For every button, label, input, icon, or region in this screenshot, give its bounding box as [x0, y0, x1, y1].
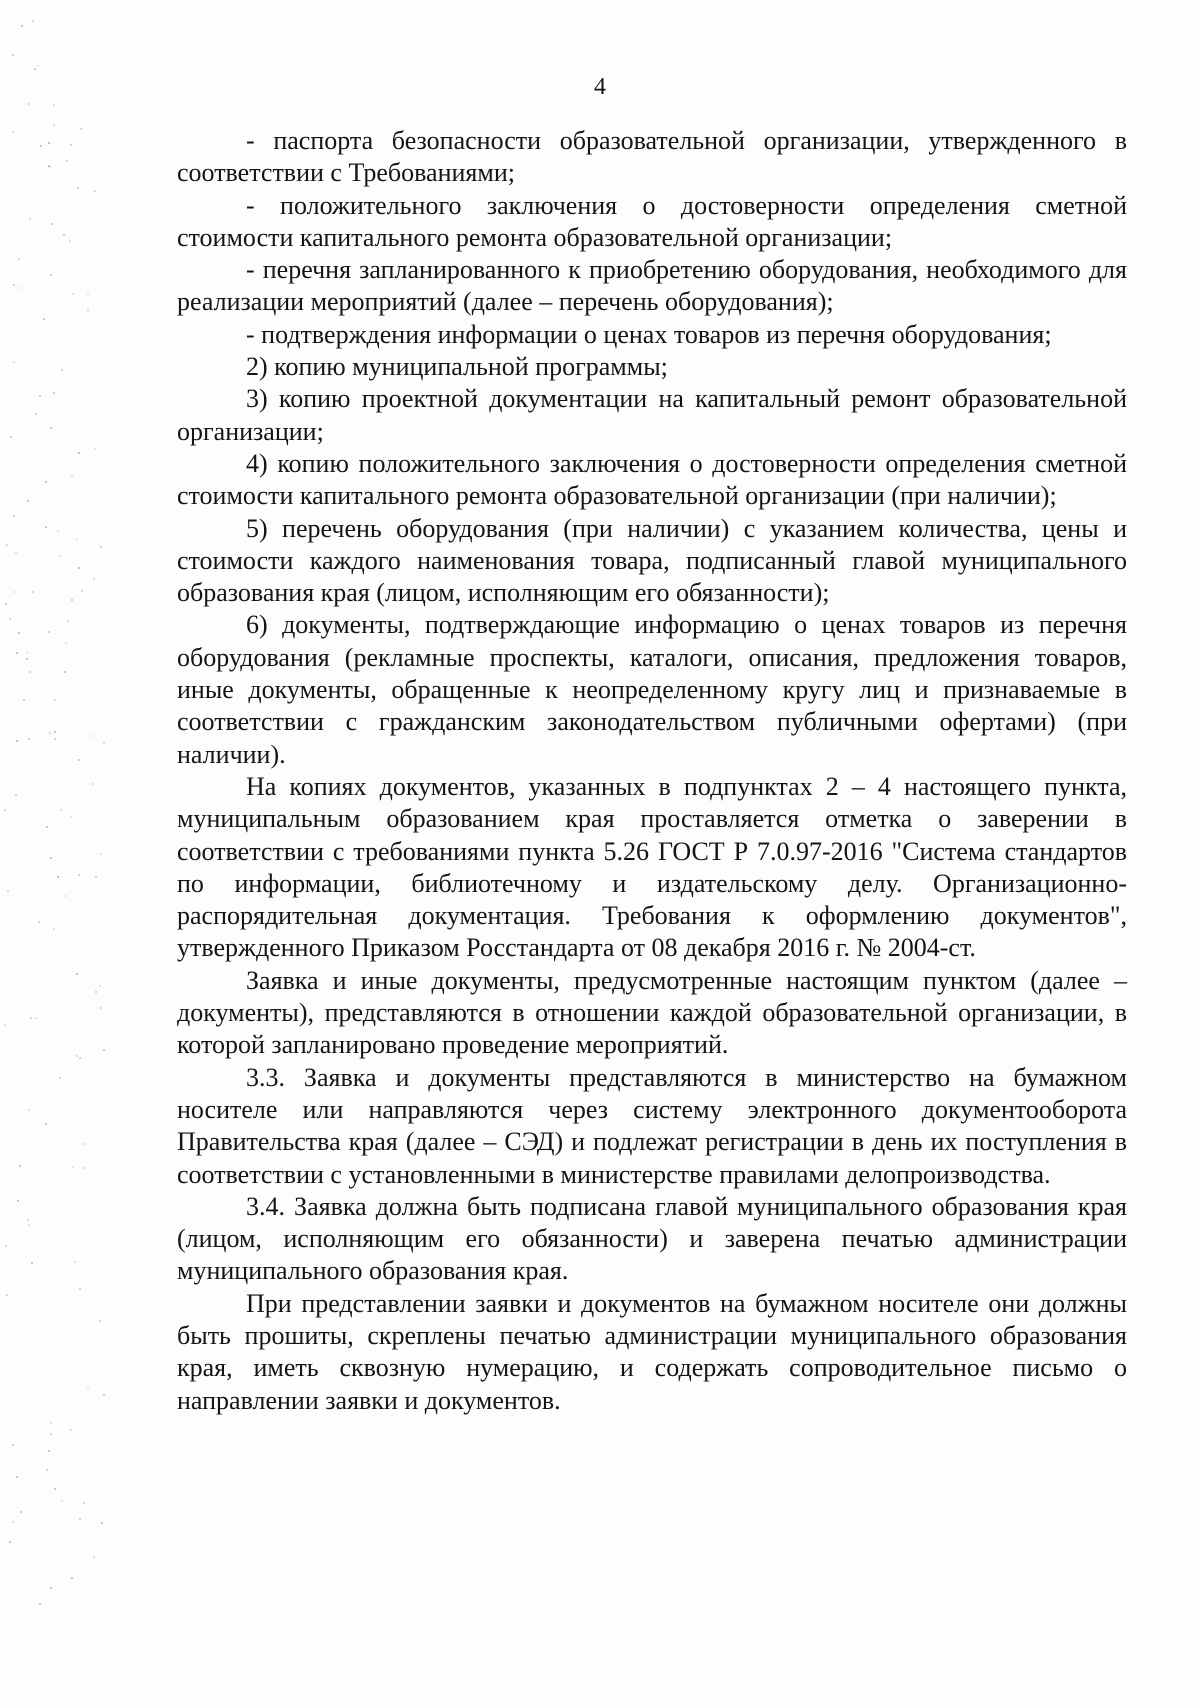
- scan-speck: [20, 1511, 22, 1513]
- scan-speck: [71, 599, 73, 601]
- scan-speck: [12, 1444, 14, 1446]
- paragraph: 6) документы, подтверждающие информацию о ценах товаров из перечня оборудования (рекламные проспекты, каталоги, описания, предложения товаров, иные документы, обращенные к неопределенному кругу лиц и признаваемые в соответствии с гражданским законодательством публичными офертами) (при наличии).: [177, 610, 1127, 769]
- scan-speck: [103, 742, 105, 744]
- scan-speck: [95, 876, 97, 878]
- paragraph: - паспорта безопасности образовательной организации, утвержденного в соответствии с Требованиями;: [177, 126, 1127, 188]
- scan-speck: [23, 699, 25, 701]
- scan-speck: [90, 735, 92, 737]
- paragraph: - положительного заключения о достоверности определения сметной стоимости капитального ремонта образовательной организации;: [177, 190, 1127, 252]
- scan-speck: [13, 515, 15, 517]
- scan-speck: [48, 165, 50, 167]
- scan-speck: [29, 218, 31, 220]
- scan-speck: [28, 103, 30, 105]
- scan-speck: [26, 652, 28, 654]
- scan-speck: [39, 1603, 41, 1605]
- scan-speck: [67, 620, 69, 622]
- scan-speck: [53, 928, 55, 930]
- scan-speck: [79, 1288, 81, 1290]
- scan-speck: [103, 1087, 105, 1089]
- scan-speck: [92, 783, 94, 785]
- paragraph: 3.3. Заявка и документы представляются в министерство на бумажном носителе или направляются через систему электронного документооборота Правительства края (далее – СЭД) и подлежат регистрации в день их поступления в соответствии с установленными в министерстве правилами делопроизводства.: [177, 1062, 1127, 1189]
- scan-speck: [50, 1433, 52, 1435]
- scan-speck: [60, 809, 62, 811]
- scan-speck: [50, 274, 52, 276]
- scan-speck: [59, 1077, 61, 1079]
- scan-speck: [26, 658, 28, 660]
- scan-speck: [65, 895, 67, 897]
- scan-speck: [29, 671, 31, 673]
- scan-speck: [87, 293, 89, 295]
- scan-speck: [16, 652, 18, 654]
- scan-speck: [32, 20, 34, 22]
- scan-speck: [70, 144, 72, 146]
- paragraph: 3.4. Заявка должна быть подписана главой муниципального образования края (лицом, исполняющим его обязанности) и заверена печатью администрации муниципального образования края.: [177, 1191, 1127, 1286]
- scan-speck: [18, 258, 20, 260]
- scan-speck: [27, 500, 29, 502]
- scan-speck: [71, 1577, 73, 1579]
- scan-speck: [100, 853, 102, 855]
- scan-speck: [69, 240, 71, 242]
- scan-speck: [93, 1556, 95, 1558]
- scan-speck: [103, 1049, 105, 1051]
- scan-speck: [50, 427, 52, 429]
- scan-speck: [45, 1123, 47, 1125]
- scan-speck: [66, 160, 68, 162]
- scan-speck: [87, 1386, 89, 1388]
- scan-speck: [28, 738, 30, 740]
- scan-speck: [13, 284, 15, 286]
- scan-speck: [83, 1502, 85, 1504]
- scan-speck: [4, 1024, 6, 1026]
- scan-speck: [53, 124, 55, 126]
- scan-speck: [50, 857, 52, 859]
- scan-speck: [78, 874, 80, 876]
- scan-speck: [28, 1224, 30, 1226]
- scan-speck: [18, 632, 20, 634]
- scan-speck: [57, 876, 59, 878]
- scan-speck: [46, 826, 48, 828]
- scan-speck: [80, 128, 82, 130]
- scan-speck: [9, 1541, 11, 1543]
- paragraph: Заявка и иные документы, предусмотренные настоящим пунктом (далее – документы), представляются в отношении каждой образовательной организации, в которой запланировано проведение мероприятий.: [177, 965, 1127, 1060]
- scan-speck: [15, 552, 17, 554]
- scan-speck: [48, 1450, 50, 1452]
- scan-speck: [6, 1294, 8, 1296]
- scan-speck: [77, 187, 79, 189]
- scan-speck: [87, 309, 89, 311]
- scan-speck: [72, 293, 74, 295]
- scan-speck: [93, 578, 95, 580]
- scan-speck: [53, 392, 55, 394]
- scan-speck: [19, 1165, 21, 1167]
- scan-speck: [64, 671, 66, 673]
- scan-speck: [16, 1476, 18, 1478]
- scan-speck: [13, 361, 15, 363]
- scan-speck: [16, 740, 18, 742]
- scan-speck: [78, 759, 80, 761]
- scan-speck: [5, 603, 7, 605]
- scan-speck: [32, 591, 34, 593]
- scan-speck: [76, 538, 78, 540]
- scan-speck: [4, 809, 6, 811]
- scan-speck: [51, 223, 53, 225]
- scan-speck: [78, 452, 80, 454]
- scan-speck: [21, 25, 23, 27]
- scan-speck: [12, 1521, 14, 1523]
- scan-speck: [5, 1245, 7, 1247]
- scan-speck: [54, 731, 56, 733]
- scan-speck: [49, 732, 51, 734]
- scan-speck: [12, 131, 14, 133]
- scan-speck: [43, 318, 45, 320]
- scan-speck: [54, 738, 56, 740]
- scan-speck: [18, 287, 20, 289]
- scan-speck: [12, 54, 14, 56]
- paragraph: При представлении заявки и документов на бумажном носителе они должны быть прошиты, скреплены печатью администрации муниципального образования края, иметь сквозную нумерацию, и содержать сопроводительное письмо о направлении заявки и документов.: [177, 1288, 1127, 1415]
- scan-speck: [81, 590, 83, 592]
- scan-speck: [54, 699, 56, 701]
- paragraph: 5) перечень оборудования (при наличии) с указанием количества, цены и стоимости каждого наименования товара, подписанный главой муниципального образования края (лицом, исполняющим его обязанности);: [177, 513, 1127, 608]
- scan-speck: [57, 530, 59, 532]
- scan-speck: [34, 68, 36, 70]
- scan-speck: [70, 1429, 72, 1431]
- scan-speck: [61, 369, 63, 371]
- scan-speck: [100, 546, 102, 548]
- scan-speck: [35, 413, 37, 415]
- paragraph: На копиях документов, указанных в подпунктах 2 – 4 настоящего пункта, муниципальным образованием края проставляется отметка о заверении в соответствии с требованиями пункта 5.26 ГОСТ Р 7.0.97-2016 "Система стандартов по информации, библиотечному и издательскому делу. Организационно-распорядительная документация. Требования к оформлению документов", утвержденного Приказом Росстандарта от 08 декабря 2016 г. № 2004-ст.: [177, 771, 1127, 963]
- scan-speck: [101, 1522, 103, 1524]
- page-number: 4: [594, 74, 606, 100]
- scan-speck: [53, 104, 55, 106]
- scan-speck: [48, 142, 50, 144]
- scan-speck: [79, 1518, 81, 1520]
- scan-speck: [39, 395, 41, 397]
- scan-speck: [99, 985, 101, 987]
- scan-speck: [13, 591, 15, 593]
- scan-speck: [76, 973, 78, 975]
- scan-speck: [48, 631, 50, 633]
- scan-speck: [63, 234, 65, 236]
- paragraph: 4) копию положительного заключения о достоверности определения сметной стоимости капитального ремонта образовательной организации (при наличии);: [177, 448, 1127, 511]
- scan-speck: [9, 618, 11, 620]
- scan-speck: [45, 526, 47, 528]
- scan-speck: [78, 567, 80, 569]
- scan-edge-noise: [0, 0, 110, 1705]
- scan-speck: [35, 1017, 37, 1019]
- scan-speck: [83, 1167, 85, 1169]
- paragraph: 2) копию муниципальной программы;: [246, 352, 668, 382]
- scan-speck: [28, 1109, 30, 1111]
- scan-speck: [45, 481, 47, 483]
- scan-speck: [54, 1488, 56, 1490]
- scan-speck: [31, 1262, 33, 1264]
- scan-speck: [37, 65, 39, 67]
- scan-speck: [71, 475, 73, 477]
- scan-speck: [82, 1143, 84, 1145]
- scan-speck: [76, 1055, 78, 1057]
- scan-speck: [100, 1007, 102, 1009]
- scan-speck: [7, 890, 9, 892]
- scan-speck: [59, 555, 61, 557]
- scan-speck: [94, 190, 96, 192]
- scan-speck: [103, 1394, 105, 1396]
- scan-speck: [79, 1057, 81, 1059]
- scan-speck: [95, 991, 97, 993]
- paragraph: 3) копию проектной документации на капитальный ремонт образовательной организации;: [177, 384, 1127, 446]
- scan-speck: [17, 1200, 19, 1202]
- paragraph: - перечня запланированного к приобретению оборудования, необходимого для реализации мероприятий (далее – перечень оборудования);: [177, 255, 1127, 317]
- scan-speck: [61, 1500, 63, 1502]
- scan-speck: [99, 1320, 101, 1322]
- document-body: [177, 125, 1127, 1417]
- scan-speck: [65, 642, 67, 644]
- scan-speck: [38, 921, 40, 923]
- scan-speck: [50, 1422, 52, 1424]
- scan-speck: [15, 794, 17, 796]
- scan-speck: [70, 816, 72, 818]
- paragraph: - подтверждения информации о ценах товаров из перечня оборудования;: [246, 319, 1052, 349]
- scan-speck: [50, 1587, 52, 1589]
- scan-speck: [94, 448, 96, 450]
- scan-speck: [46, 1469, 48, 1471]
- scan-speck: [27, 1219, 29, 1221]
- scan-speck: [72, 1166, 74, 1168]
- scan-speck: [10, 436, 12, 438]
- scan-speck: [40, 145, 42, 147]
- scan-speck: [74, 1261, 76, 1263]
- scan-speck: [6, 544, 8, 546]
- scan-speck: [30, 1017, 32, 1019]
